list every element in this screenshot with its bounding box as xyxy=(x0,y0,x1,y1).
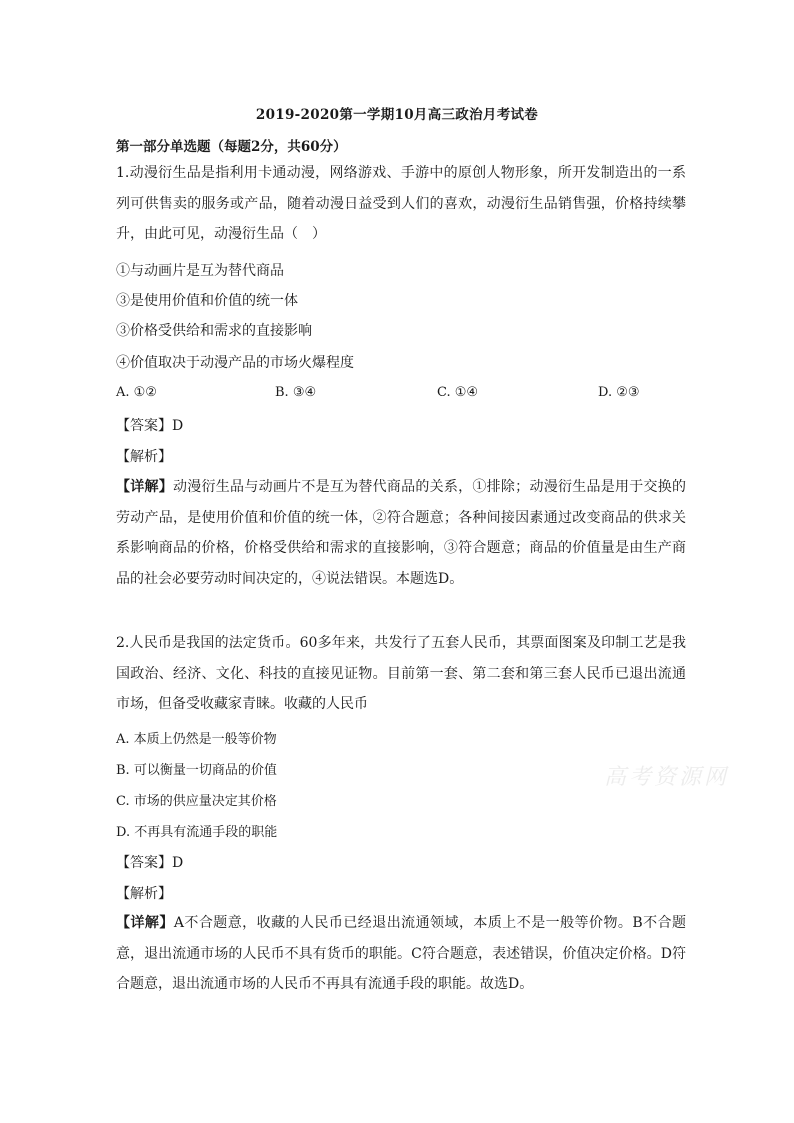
question-1-statement-3: ③价格受供给和需求的直接影响 xyxy=(116,323,312,339)
question-2-answer: 【答案】D xyxy=(116,855,184,871)
question-1-detail-text: 动漫衍生品与动画片不是互为替代商品的关系，①排除；动漫衍生品是用于交换的劳动产品，是使用价值和价值的统一体，②符合题意；各种间接因素通过改变商品的供求关系影响商品的价格，价格受供给和需求的直接影响，③符合题意；商品的价值量是由生产商品的社会必要劳动时间决定的，④说法错误。本题选D。 xyxy=(116,479,687,587)
question-1-detail xyxy=(116,472,686,594)
question-2-detail-text: A不合题意，收藏的人民币已经退出流通领域，本质上不是一般等价物。B不合题意，退出流通市场的人民币不具有货币的职能。C符合题意，表述错误，价值决定价格。D符合题意，退出流通市场的人民币不再具有流通手段的职能。故选D。 xyxy=(116,915,686,992)
question-2-option-d: D. 不再具有流通手段的职能 xyxy=(116,825,278,840)
question-2-option-b: B. 可以衡量一切商品的价值 xyxy=(116,763,277,778)
question-2-detail xyxy=(116,908,686,1000)
page-title: 2019-2020第一学期10月高三政治月考试卷 xyxy=(255,107,539,123)
question-2-detail-label: 【详解】 xyxy=(116,915,174,931)
question-2-option-a: A. 本质上仍然是一般等价物 xyxy=(116,732,277,747)
question-1-option-a: A. ①② xyxy=(116,385,157,400)
question-1-statement-4: ④价值取决于动漫产品的市场火爆程度 xyxy=(116,355,354,371)
question-1-answer: 【答案】D xyxy=(116,418,184,434)
question-1-statement-2: ③是使用价值和价值的统一体 xyxy=(116,293,298,309)
question-1-option-c: C. ①④ xyxy=(437,385,479,400)
section-heading: 第一部分单选题（每题2分，共60分） xyxy=(116,139,347,155)
question-1-statement-1: ①与动画片是互为替代商品 xyxy=(116,263,284,279)
question-1-detail-label: 【详解】 xyxy=(116,479,174,495)
question-2-stem: 2.人民币是我国的法定货币。60多年来，共发行了五套人民币，其票面图案及印制工艺是我国政治、经济、文化、科技的直接见证物。目前第一套、第二套和第三套人民币已退出流通市场，但备受收藏家青睐。收藏的人民币 xyxy=(116,635,686,712)
question-2-option-c: C. 市场的供应量决定其价格 xyxy=(116,794,277,809)
question-1-option-b: B. ③④ xyxy=(275,385,317,400)
question-1-option-d: D. ②③ xyxy=(598,385,640,400)
question-1-analysis-label: 【解析】 xyxy=(116,449,172,465)
question-1-stem: 1.动漫衍生品是指利用卡通动漫，网络游戏、手游中的原创人物形象，所开发制造出的一系列可供售卖的服务或产品，随着动漫日益受到人们的喜欢，动漫衍生品销售强，价格持续攀升，由此可见，动漫衍生品（ ） xyxy=(116,165,686,242)
watermark: 高考资源网 xyxy=(604,765,730,790)
question-2-analysis-label: 【解析】 xyxy=(116,886,172,902)
